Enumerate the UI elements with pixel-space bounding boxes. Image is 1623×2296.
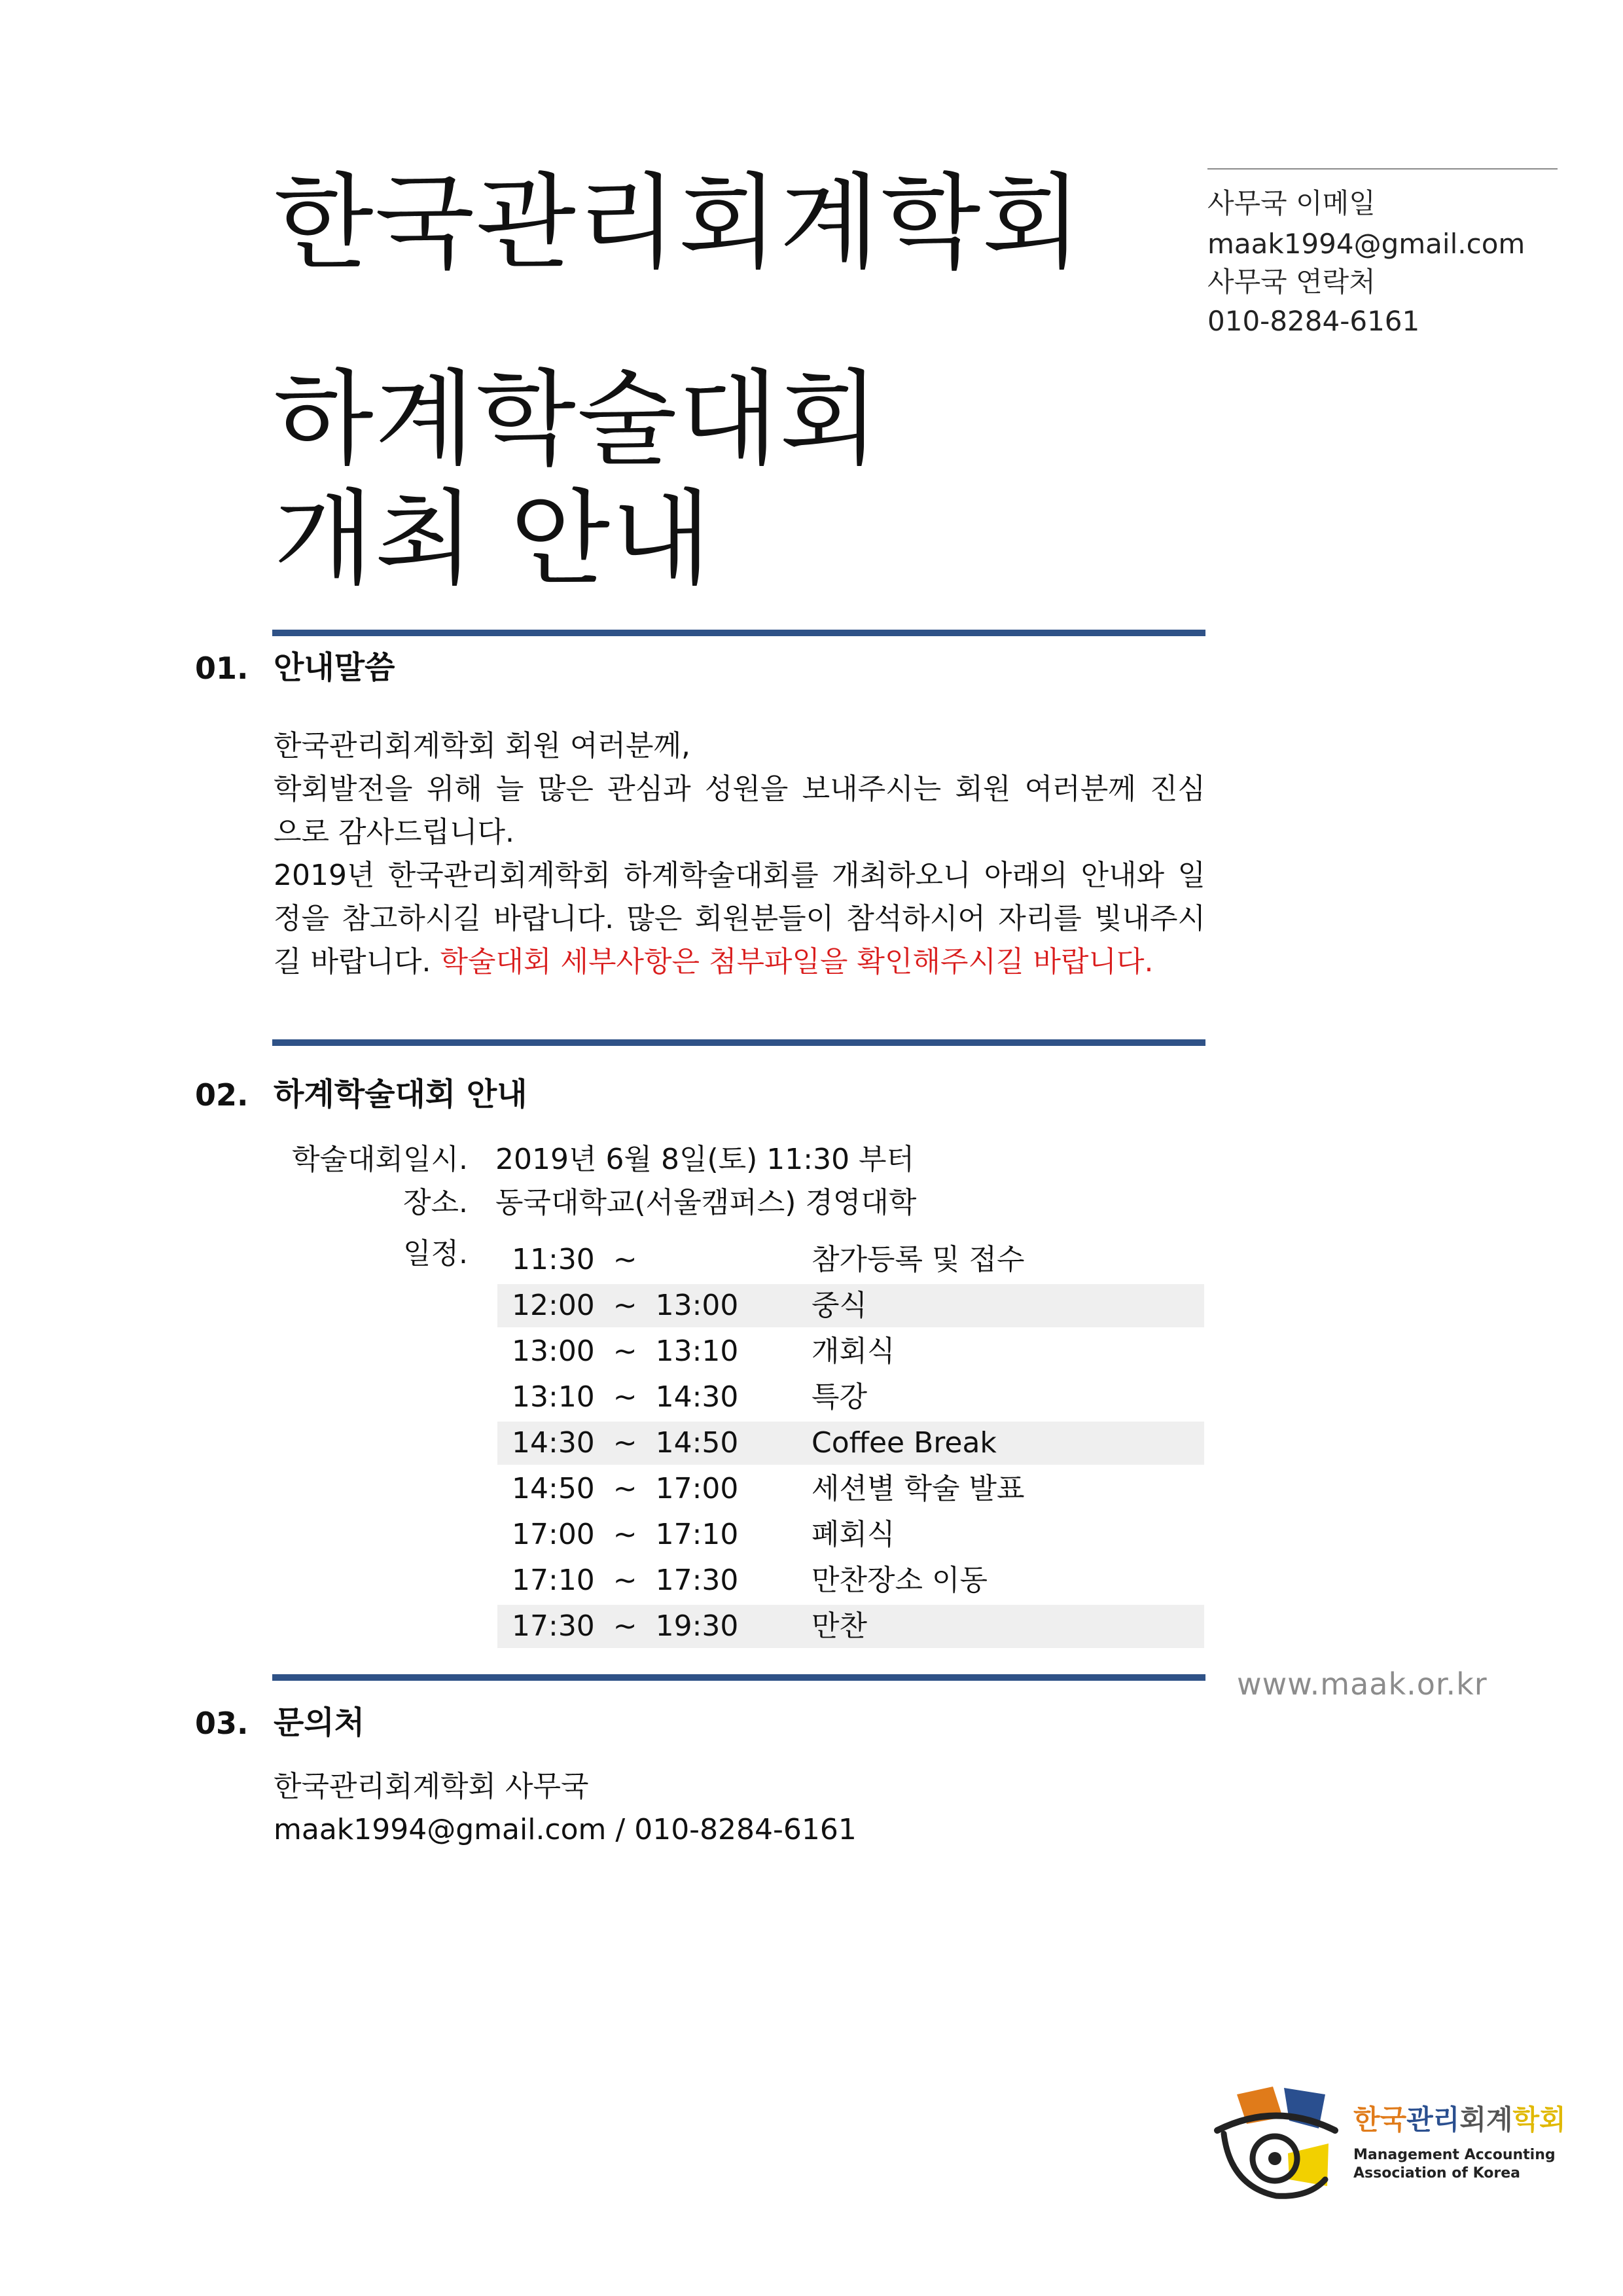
date-value: 2019년 6월 8일(토) 11:30 부터 bbox=[495, 1143, 915, 1176]
greeting-line: 학회발전을 위해 늘 많은 관심과 성원을 보내주시는 회원 여러분께 진심 bbox=[274, 772, 1205, 806]
schedule-time: 17:10 ~ 17:30 bbox=[512, 1564, 739, 1597]
email-label: 사무국 이메일 bbox=[1207, 187, 1376, 219]
section-title-greeting: 안내말씀 bbox=[274, 649, 395, 686]
place-value: 동국대학교(서울캠퍼스) 경영대학 bbox=[495, 1186, 917, 1219]
attachment-notice: 학술대회 세부사항은 첨부파일을 확인해주시길 바랍니다. bbox=[440, 945, 1154, 978]
place-label: 장소. bbox=[403, 1186, 468, 1219]
greeting-line: 2019년 한국관리회계학회 하계학술대회를 개최하오니 아래의 안내와 일 bbox=[274, 859, 1205, 892]
greeting-line-prefix: 길 바랍니다. bbox=[274, 945, 440, 978]
schedule-row bbox=[497, 1330, 1204, 1373]
section-title-contact: 문의처 bbox=[274, 1704, 365, 1741]
schedule-event: Coffee Break bbox=[812, 1426, 997, 1460]
email-value[interactable]: maak1994@gmail.com bbox=[1207, 228, 1525, 260]
schedule-time: 14:50 ~ 17:00 bbox=[512, 1472, 739, 1505]
schedule-event: 중식 bbox=[812, 1289, 868, 1322]
section-title-summer-conference: 하계학술대회 안내 bbox=[274, 1076, 527, 1113]
date-label: 학술대회일시. bbox=[291, 1143, 468, 1176]
section-divider bbox=[272, 1039, 1205, 1046]
logo-name-part: 회계 bbox=[1459, 2104, 1513, 2136]
schedule-row bbox=[497, 1513, 1204, 1556]
schedule-event: 특강 bbox=[812, 1380, 868, 1414]
page-title-event-line2: 개최 안내 bbox=[274, 479, 713, 600]
schedule-event: 세션별 학술 발표 bbox=[812, 1472, 1025, 1505]
phone-label: 사무국 연락처 bbox=[1207, 266, 1376, 298]
schedule-event: 참가등록 및 접수 bbox=[812, 1243, 1025, 1276]
schedule-event: 만찬 bbox=[812, 1609, 868, 1643]
schedule-time: 17:30 ~ 19:30 bbox=[512, 1609, 739, 1643]
schedule-time: 11:30 ~ bbox=[512, 1243, 637, 1276]
schedule-row bbox=[497, 1422, 1204, 1465]
schedule-event: 개회식 bbox=[812, 1335, 895, 1368]
contact-details: maak1994@gmail.com / 010-8284-6161 bbox=[274, 1813, 857, 1846]
schedule-row bbox=[497, 1467, 1204, 1511]
schedule-time: 13:10 ~ 14:30 bbox=[512, 1380, 739, 1414]
section-number: 02. bbox=[195, 1077, 249, 1113]
section-number: 03. bbox=[195, 1706, 249, 1741]
schedule-row bbox=[497, 1284, 1204, 1327]
schedule-time: 13:00 ~ 13:10 bbox=[512, 1335, 739, 1368]
schedule-time: 14:30 ~ 14:50 bbox=[512, 1426, 739, 1460]
page-title-event-line1: 하계학술대회 bbox=[274, 359, 881, 480]
association-logo-emblem bbox=[1211, 2081, 1342, 2206]
greeting-line: 정을 참고하시길 바랍니다. 많은 회원분들이 참석하시어 자리를 빛내주시 bbox=[274, 902, 1205, 935]
schedule-event: 만찬장소 이동 bbox=[812, 1564, 988, 1597]
schedule-time: 17:00 ~ 17:10 bbox=[512, 1518, 739, 1551]
schedule-row bbox=[497, 1605, 1204, 1648]
association-logo-name-en-line2: Association of Korea bbox=[1353, 2165, 1520, 2181]
greeting-last-line bbox=[274, 945, 1205, 978]
schedule-event: 폐회식 bbox=[812, 1518, 895, 1551]
phone-value: 010-8284-6161 bbox=[1207, 305, 1420, 337]
schedule-row bbox=[497, 1238, 1204, 1282]
section-divider bbox=[272, 1674, 1205, 1681]
schedule-time: 12:00 ~ 13:00 bbox=[512, 1289, 739, 1322]
contact-divider bbox=[1207, 168, 1558, 170]
schedule-row bbox=[497, 1559, 1204, 1602]
section-divider bbox=[272, 630, 1205, 636]
schedule-label: 일정. bbox=[403, 1237, 468, 1270]
association-logo-name-ko bbox=[1353, 2106, 1566, 2134]
association-logo-name-en-line1: Management Accounting bbox=[1353, 2147, 1556, 2163]
contact-office: 한국관리회계학회 사무국 bbox=[274, 1770, 589, 1803]
logo-name-part: 한국 bbox=[1353, 2104, 1407, 2136]
greeting-line: 한국관리회계학회 회원 여러분께, bbox=[274, 729, 691, 762]
greeting-line: 으로 감사드립니다. bbox=[274, 816, 515, 849]
logo-name-part: 학회 bbox=[1512, 2104, 1566, 2136]
logo-name-part: 관리 bbox=[1406, 2104, 1460, 2136]
schedule-row bbox=[497, 1376, 1204, 1419]
page-title-organization: 한국관리회계학회 bbox=[274, 163, 1084, 283]
section-number: 01. bbox=[195, 651, 249, 686]
website-link[interactable]: www.maak.or.kr bbox=[1237, 1666, 1488, 1702]
